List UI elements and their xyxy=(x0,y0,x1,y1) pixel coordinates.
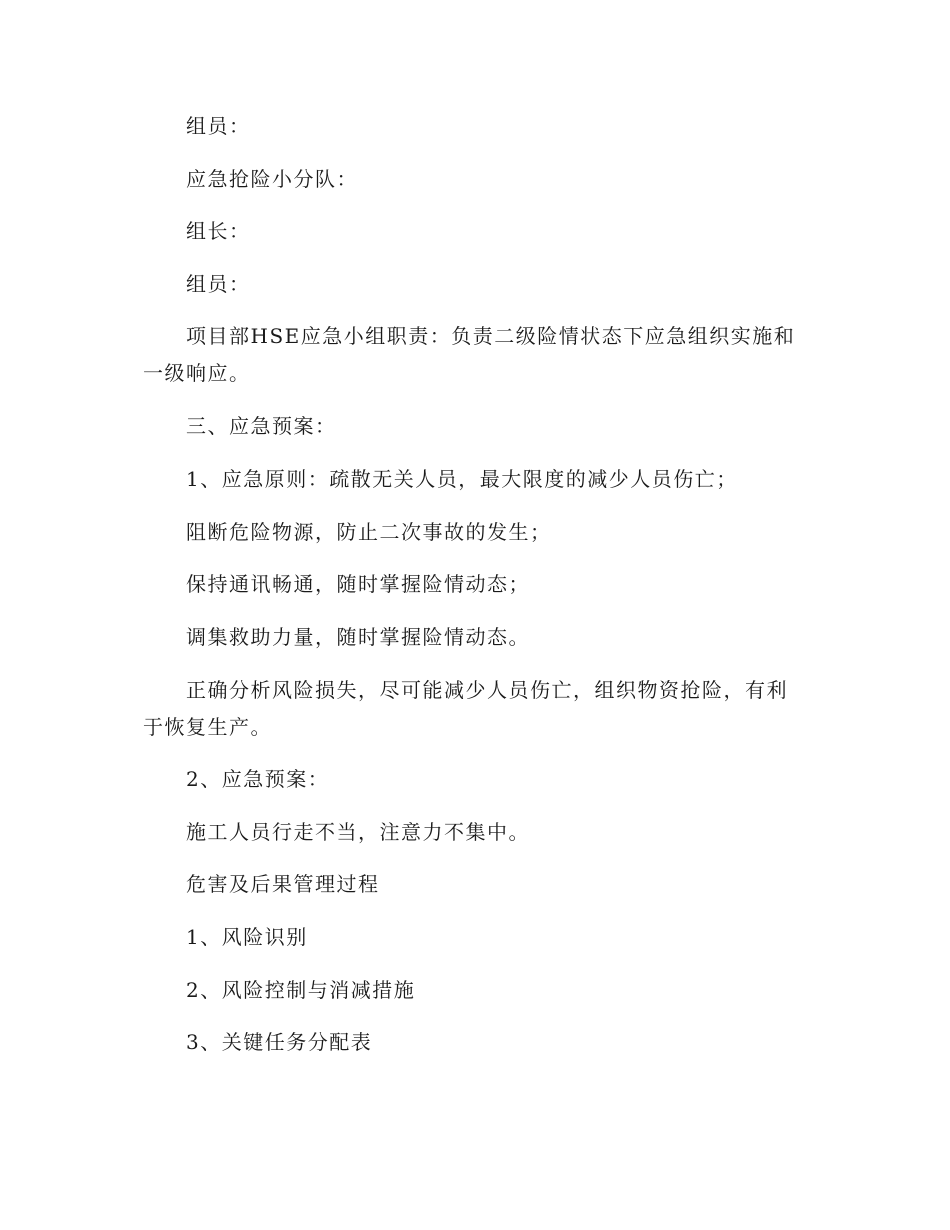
paragraph-risk-analysis: 正确分析风险损失，尽可能减少人员伤亡，组织物资抢险，有利于恢复生产。 xyxy=(143,678,788,739)
paragraph-emergency-principle: 1、应急原则：疏散无关人员，最大限度的减少人员伤亡； xyxy=(186,467,738,491)
section-heading-emergency-plan: 三、应急预案： xyxy=(186,414,337,438)
paragraph-rescue-forces: 调集救助力量，随时掌握险情动态。 xyxy=(186,625,530,649)
paragraph-communication: 保持通讯畅通，随时掌握险情动态； xyxy=(186,572,530,596)
paragraph-hse-duties: 项目部HSE应急小组职责：负责二级险情状态下应急组织实施和一级响应。 xyxy=(143,324,796,385)
paragraph-hazard-management: 危害及后果管理过程 xyxy=(186,872,380,896)
paragraph-rescue-team: 应急抢险小分队： xyxy=(186,167,358,191)
subheading-emergency-plan: 2、应急预案： xyxy=(186,767,330,791)
paragraph-block-hazard: 阻断危险物源，防止二次事故的发生； xyxy=(186,520,552,544)
paragraph-leader: 组长： xyxy=(186,219,251,243)
list-item-task-allocation: 3、关键任务分配表 xyxy=(186,1030,373,1054)
paragraph-members-1: 组员： xyxy=(186,114,251,138)
list-item-risk-identification: 1、风险识别 xyxy=(186,925,308,949)
list-item-risk-control: 2、风险控制与消减措施 xyxy=(186,978,416,1002)
paragraph-worker-hazard: 施工人员行走不当，注意力不集中。 xyxy=(186,820,530,844)
paragraph-members-2: 组员： xyxy=(186,272,251,296)
